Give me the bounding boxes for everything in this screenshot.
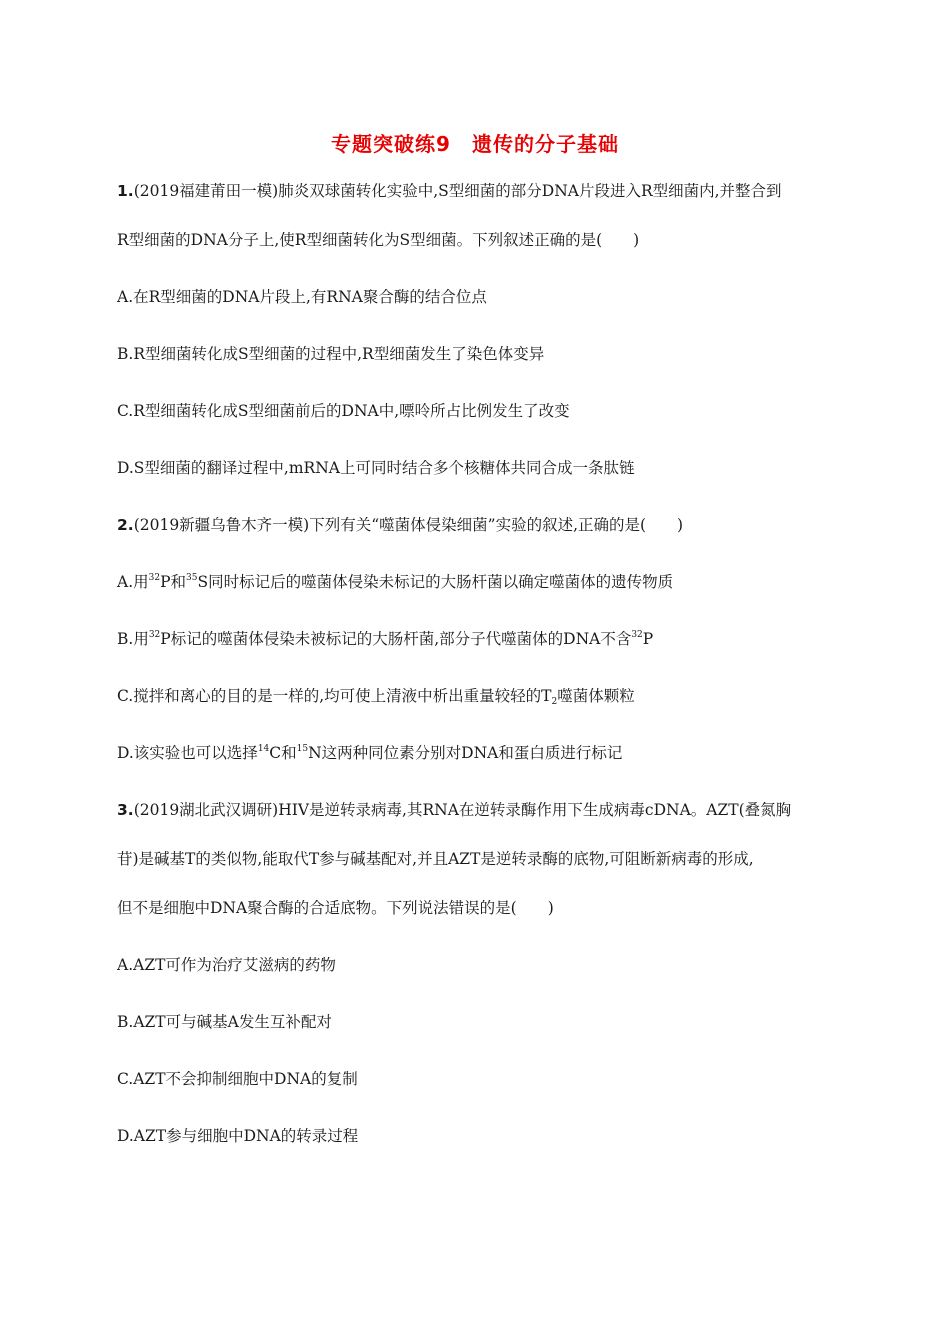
question-2-option-a: A.用$^{32}$P和$^{35}$S同时标记后的噬菌体侵染未标记的大肠杆菌以确定噬菌体的遗传物质	[117, 573, 674, 591]
question-2-stem: 2.(2019新疆乌鲁木齐一模)下列有关“噬菌体侵染细菌”实验的叙述,正确的是( )	[117, 516, 684, 534]
question-1-stem-line-2: R型细菌的DNA分子上,使R型细菌转化为S型细菌。下列叙述正确的是( )	[117, 231, 640, 249]
question-2-option-b: B.用$^{32}$P标记的噬菌体侵染未被标记的大肠杆菌,部分子代噬菌体的DNA不含$^{32}$P	[117, 630, 654, 648]
question-3-stem-line-3: 但不是细胞中DNA聚合酶的合适底物。下列说法错误的是( )	[117, 899, 554, 917]
question-1-option-c: C.R型细菌转化成S型细菌前后的DNA中,嘌呤所占比例发生了改变	[117, 402, 570, 420]
question-2-number: 2.	[117, 516, 134, 534]
question-2-option-d: D.该实验也可以选择$^{14}$C和$^{15}$N这两种同位素分别对DNA和蛋白质进行标记	[117, 744, 623, 762]
question-1-option-a: A.在R型细菌的DNA片段上,有RNA聚合酶的结合位点	[117, 288, 487, 306]
question-1-number: 1.	[117, 182, 134, 200]
question-3-stem-line-1: 3.(2019湖北武汉调研)HIV是逆转录病毒,其RNA在逆转录酶作用下生成病毒cDNA。AZT(叠氮胸	[117, 801, 792, 819]
page-title: 专题突破练9 遗传的分子基础	[331, 132, 619, 156]
question-3-option-a: A.AZT可作为治疗艾滋病的药物	[117, 956, 336, 974]
question-3-stem-line-2: 苷)是碱基T的类似物,能取代T参与碱基配对,并且AZT是逆转录酶的底物,可阻断新病毒的形成,	[117, 850, 754, 868]
question-1-stem-line-1: 1.(2019福建莆田一模)肺炎双球菌转化实验中,S型细菌的部分DNA片段进入R型细菌内,并整合到	[117, 182, 782, 200]
question-1-option-d: D.S型细菌的翻译过程中,mRNA上可同时结合多个核糖体共同合成一条肽链	[117, 459, 635, 477]
question-2-option-c: C.搅拌和离心的目的是一样的,均可使上清液中析出重量较轻的$T_2$噬菌体颗粒	[117, 687, 635, 707]
question-1-option-b: B.R型细菌转化成S型细菌的过程中,R型细菌发生了染色体变异	[117, 345, 545, 363]
question-3-option-c: C.AZT不会抑制细胞中DNA的复制	[117, 1070, 358, 1088]
question-3-option-b: B.AZT可与碱基A发生互补配对	[117, 1013, 332, 1031]
question-3-option-d: D.AZT参与细胞中DNA的转录过程	[117, 1127, 359, 1145]
question-3-number: 3.	[117, 801, 134, 819]
